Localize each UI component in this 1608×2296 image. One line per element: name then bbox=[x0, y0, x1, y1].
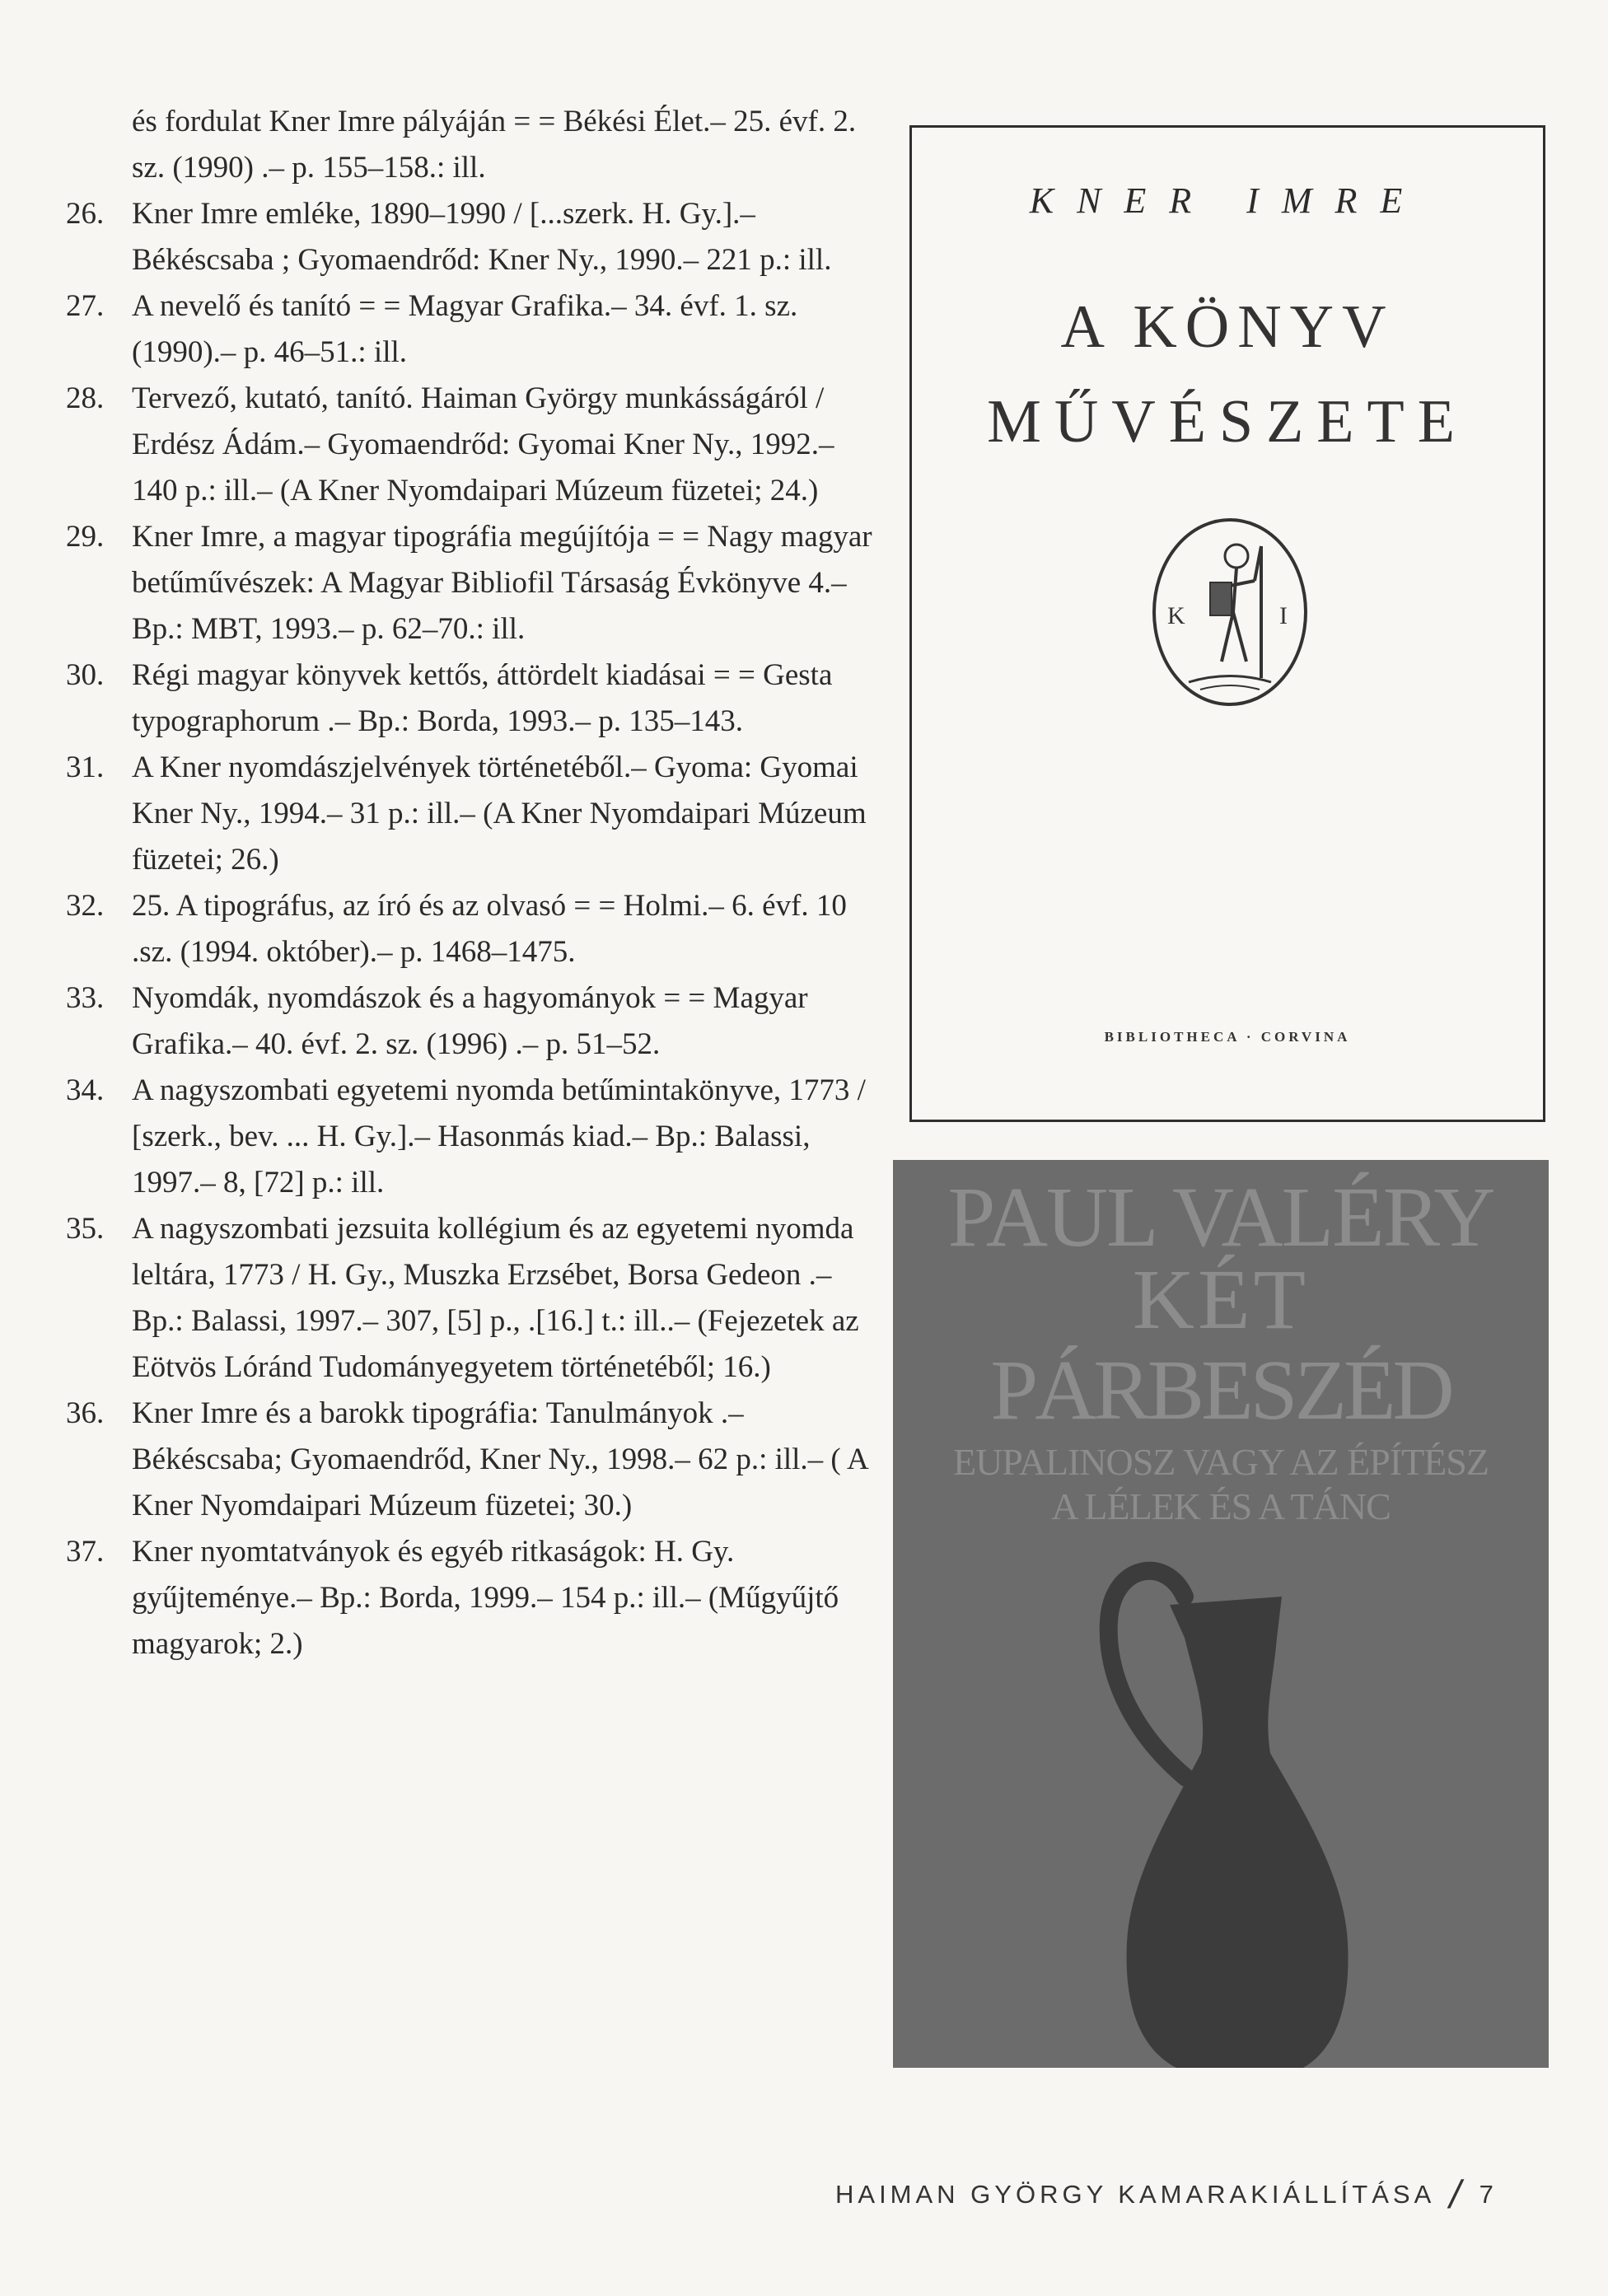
page-number: 7 bbox=[1479, 2180, 1498, 2209]
entry-text: A nagyszombati jezsuita kollégium és az egyetemi nyomda leltára, 1773 / H. Gy., Muszka Erzsébet, Borsa Gedeon .– Bp.: Balassi, 1997.– 307, [5] p., .[16.] t.: ill..– (Fejezetek az Eötvös Lóránd Tudományegyetem történetéből; 16.) bbox=[132, 1212, 859, 1384]
bibliography-entry bbox=[66, 1529, 873, 1667]
cover-author: PAUL VALÉRY bbox=[947, 1170, 1494, 1265]
cover-subtitle-line2: A LÉLEK ÉS A TÁNC bbox=[1051, 1485, 1391, 1527]
bibliography-entry bbox=[66, 99, 873, 191]
book-cover-kner-imre bbox=[909, 125, 1545, 1122]
entry-text: Régi magyar könyvek kettős, áttördelt kiadásai = = Gesta typographorum .– Bp.: Borda, 1993.– p. 135–143. bbox=[132, 658, 833, 738]
cover-series: BIBLIOTHECA · CORVINA bbox=[1104, 1029, 1351, 1045]
bibliography-list bbox=[66, 99, 873, 1667]
entry-number: 31. bbox=[66, 751, 105, 784]
entry-number: 28. bbox=[66, 381, 105, 415]
bibliography-entry bbox=[66, 283, 873, 376]
running-title: HAIMAN GYÖRGY KAMARAKIÁLLÍTÁSA bbox=[835, 2180, 1436, 2209]
footer-separator: / bbox=[1445, 2173, 1466, 2217]
entry-number: 37. bbox=[66, 1535, 105, 1569]
bibliography-entry bbox=[66, 1068, 873, 1206]
bibliography-entry bbox=[66, 745, 873, 883]
entry-number: 32. bbox=[66, 889, 105, 923]
entry-number: 33. bbox=[66, 981, 105, 1015]
entry-number: 35. bbox=[66, 1212, 105, 1246]
entry-number: 34. bbox=[66, 1073, 105, 1107]
bibliography-entry bbox=[66, 652, 873, 745]
bibliography-entry bbox=[66, 1391, 873, 1529]
cover-title-line1: KÉT bbox=[1132, 1252, 1310, 1347]
entry-number: 36. bbox=[66, 1396, 105, 1430]
entry-text: és fordulat Kner Imre pályáján = = Békési Élet.– 25. évf. 2. sz. (1990) .– p. 155–158.: ill. bbox=[132, 105, 857, 185]
entry-text: 25. A tipográfus, az író és az olvasó = = Holmi.– 6. évf. 10 .sz. (1994. október).– p. 1468–1475. bbox=[132, 889, 847, 969]
bibliography-entry bbox=[66, 514, 873, 652]
cover-author: KNER IMRE bbox=[1029, 180, 1426, 221]
entry-number: 29. bbox=[66, 520, 105, 554]
entry-text: Kner Imre és a barokk tipográfia: Tanulmányok .– Békéscsaba; Gyomaendrőd, Kner Ny., 1998.– 62 p.: ill.– ( A Kner Nyomdaipari Múzeum füzetei; 30.) bbox=[132, 1396, 867, 1522]
entry-number bbox=[66, 99, 132, 191]
emblem-letter-right: I bbox=[1279, 602, 1288, 629]
entry-text: Nyomdák, nyomdászok és a hagyományok = = Magyar Grafika.– 40. évf. 2. sz. (1996) .– p. 51–52. bbox=[132, 981, 808, 1061]
vase-icon bbox=[1087, 1547, 1367, 2068]
bibliography-entry bbox=[66, 1206, 873, 1391]
entry-number: 26. bbox=[66, 197, 105, 231]
emblem-letter-left: K bbox=[1167, 602, 1185, 629]
cover-title-line2: PÁRBESZÉD bbox=[990, 1343, 1451, 1438]
entry-text: A Kner nyomdászjelvények történetéből.– Gyoma: Gyomai Kner Ny., 1994.– 31 p.: ill.– (A Kner Nyomdaipari Múzeum füzetei; 26.) bbox=[132, 751, 867, 877]
entry-text: A nevelő és tanító = = Magyar Grafika.– 34. évf. 1. sz. (1990).– p. 46–51.: ill. bbox=[132, 289, 798, 369]
cover-subtitle-line1: EUPALINOSZ VAGY AZ ÉPÍTÉSZ bbox=[952, 1441, 1489, 1483]
entry-text: A nagyszombati egyetemi nyomda betűmintakönyve, 1773 / [szerk., bev. ... H. Gy.].– Hasonmás kiad.– Bp.: Balassi, 1997.– 8, [72] p.: ill. bbox=[132, 1073, 866, 1199]
cover-title-line1: A KÖNYV bbox=[1060, 293, 1395, 361]
entry-text: Tervező, kutató, tanító. Haiman György munkásságáról / Erdész Ádám.– Gyomaendrőd: Gyomai Kner Ny., 1992.– 140 p.: ill.– (A Kner Nyomdaipari Múzeum füzetei; 24.) bbox=[132, 381, 834, 507]
bibliography-entry bbox=[66, 883, 873, 975]
bibliography-entry bbox=[66, 376, 873, 514]
entry-text: Kner Imre, a magyar tipográfia megújítója = = Nagy magyar betűművészek: A Magyar Bibliofil Társaság Évkönyve 4.– Bp.: MBT, 1993.– p. 62–70.: ill. bbox=[132, 520, 872, 646]
book-cover-valery bbox=[893, 1160, 1549, 2068]
bibliography-entry bbox=[66, 975, 873, 1068]
entry-number: 27. bbox=[66, 289, 105, 323]
entry-number: 30. bbox=[66, 658, 105, 692]
page-footer bbox=[835, 2172, 1544, 2218]
entry-text: Kner nyomtatványok és egyéb ritkaságok: H. Gy. gyűjteménye.– Bp.: Borda, 1999.– 154 p.: ill.– (Műgyűjtő magyarok; 2.) bbox=[132, 1535, 839, 1661]
cover-title-line2: MŰVÉSZETE bbox=[987, 388, 1468, 456]
printer-emblem-icon bbox=[1131, 513, 1329, 711]
bibliography-entry bbox=[66, 191, 873, 283]
entry-text: Kner Imre emléke, 1890–1990 / [...szerk. H. Gy.].– Békéscsaba ; Gyomaendrőd: Kner Ny., 1990.– 221 p.: ill. bbox=[132, 197, 832, 277]
